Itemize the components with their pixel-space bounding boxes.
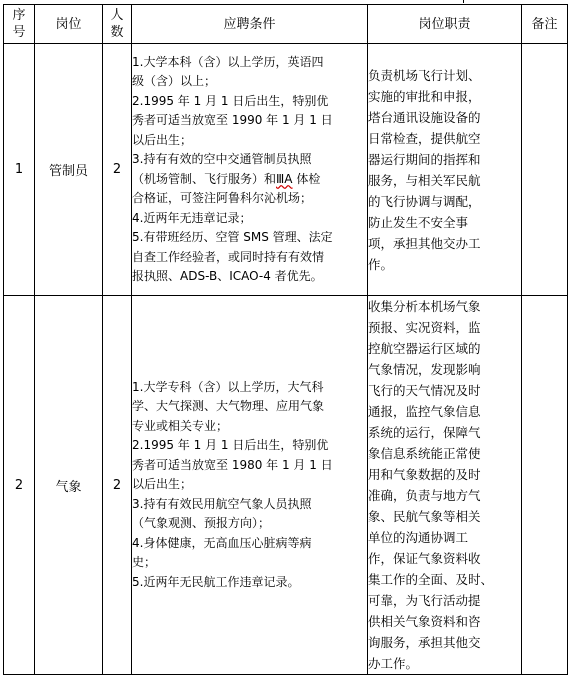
table-row [4,296,568,675]
row-notes [522,296,568,675]
row-requirements: 1.大学专科（含）以上学历，大气科 学、大气探测、大气物理、应用气象 专业或相关专业； 2.1995 年 1 月 1 日后出生，特别优 秀者可适当放宽至 1980 年 1 月 1 日 以后出生； 3.持有有效民用航空气象人员执照 （气象观测、预报方向）； 4.身体健康，无高血压心脏病等病 史； 5.近两年无民航工作违章记录。 [132,296,368,675]
row-position: 气象 [35,296,103,675]
header-position: 岗位 [35,5,103,44]
header-row [4,5,568,44]
header-notes: 备注 [522,5,568,44]
recruitment-table [3,4,568,675]
medical-class-text: ⅢA [276,171,293,186]
row-duties: 收集分析本机场气象 预报、实况资料，监 控航空器运行区域的 气象情况，发现影响 飞行的天气情况及时 通报，监控气象信息 系统的运行，保障气 象信息系统能正常使 用和气象数据的及时 准确，负责与地方气 象、民航气象等相关 单位的沟通协调工 作，保证气象资料收 集工作的全面、及时、 可靠，为飞行活动提 供相关气象资料和咨 询服务，承担其他交 办工作。 [368,296,522,675]
row-seq: 2 [4,296,35,675]
row-position: 管制员 [35,44,103,296]
row-count: 2 [103,44,132,296]
page-edge-mark [463,0,464,3]
row-notes [522,44,568,296]
row-seq: 1 [4,44,35,296]
header-duties: 岗位职责 [368,5,522,44]
header-seq: 序 号 [4,5,35,44]
row-count: 2 [103,296,132,675]
requirement-license-line: （机场管制、飞行服务）和ⅢA 体检 [132,171,321,186]
header-count: 人 数 [103,5,132,44]
row-requirements: 1.大学本科（含）以上学历，英语四 级（含）以上； 2.1995 年 1 月 1 日后出生，特别优 秀者可适当放宽至 1990 年 1 月 1 日 以后出生； 3.持有有效的空中交通管制员执照 （机场管制、飞行服务）和ⅢA 体检 合格证，可签注阿鲁科尔沁机场； 4.近两年无违章记录； 5.有带班经历、空管 SMS 管理、法定 自查工作经验者，或同时持有有效情 报执照、ADS-B、ICAO-4 者优先。 [132,44,368,296]
row-duties: 负责机场飞行计划、 实施的审批和申报， 塔台通讯设施设备的 日常检查，提供航空 器运行期间的指挥和 服务，与相关军民航 的飞行协调与调配， 防止发生不安全事 项，承担其他交办工 作。 [368,44,522,296]
table-row [4,44,568,296]
header-requirements: 应聘条件 [132,5,368,44]
